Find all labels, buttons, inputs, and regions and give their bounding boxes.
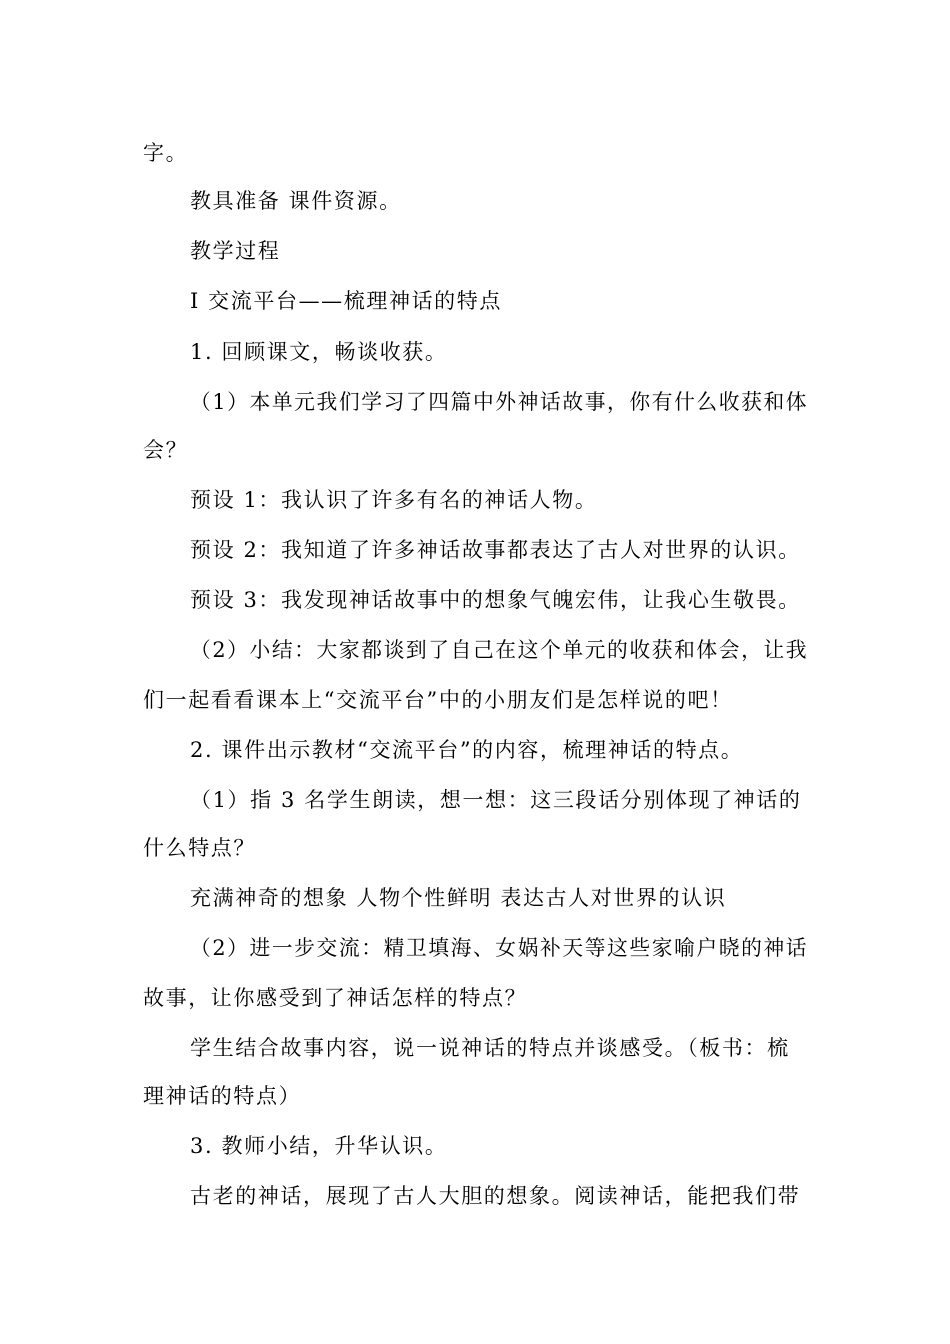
text-line: 学生结合故事内容，说一说神话的特点并谈感受。（板书：梳: [190, 1036, 790, 1060]
text-line: 教具准备 课件资源。: [190, 189, 402, 213]
text-line: （1）指 3 名学生朗读，想一想：这三段话分别体现了神话的: [190, 788, 802, 812]
text-line: 预设 2：我知道了许多神话故事都表达了古人对世界的认识。: [190, 538, 801, 562]
text-line: （2）小结：大家都谈到了自己在这个单元的收获和体会，让我: [190, 638, 809, 662]
text-line: （2）进一步交流：精卫填海、女娲补天等这些家喻户晓的神话: [190, 936, 809, 960]
text-line: 2. 课件出示教材“交流平台”的内容，梳理神话的特点。: [190, 738, 744, 762]
text-line: 们一起看看课本上“交流平台”中的小朋友们是怎样说的吧！: [143, 688, 733, 712]
text-line: 理神话的特点）: [143, 1084, 302, 1108]
text-line: 3. 教师小结，升华认识。: [190, 1134, 448, 1158]
section-heading: Ⅰ 交流平台——梳理神话的特点: [190, 289, 502, 313]
text-line: 教学过程: [190, 239, 281, 263]
text-line: 预设 1：我认识了许多有名的神话人物。: [190, 488, 598, 512]
text-line: （1）本单元我们学习了四篇中外神话故事，你有什么收获和体: [190, 390, 809, 414]
text-line: 故事，让你感受到了神话怎样的特点？: [143, 986, 528, 1010]
text-line: 字。: [143, 141, 189, 165]
text-line: 什么特点？: [143, 836, 256, 860]
text-line: 充满神奇的想象 人物个性鲜明 表达古人对世界的认识: [190, 886, 727, 910]
text-line: 预设 3：我发现神话故事中的想象气魄宏伟，让我心生敬畏。: [190, 588, 801, 612]
text-line: 1. 回顾课文，畅谈收获。: [190, 340, 448, 364]
text-line: 会？: [143, 438, 189, 462]
text-line: 古老的神话，展现了古人大胆的想象。阅读神话，能把我们带: [190, 1184, 801, 1208]
